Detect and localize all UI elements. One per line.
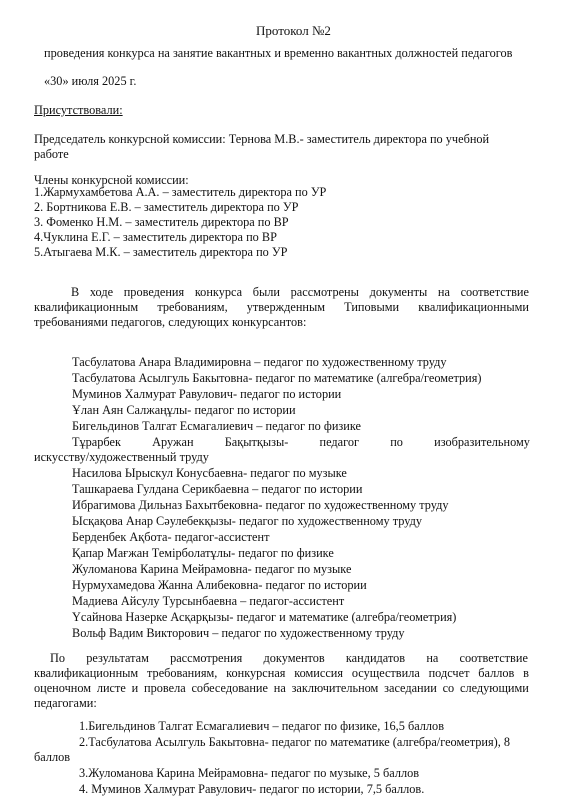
candidate-item: Бигельдинов Талгат Есмагалиевич – педагог по физике [72,419,362,433]
intro-line-1 [71,285,529,300]
results-word: со [442,681,455,695]
members-heading: Члены конкурсной комиссии: [34,173,189,187]
candidate-item: Ұлан Аян Салжаңұлы- педагог по истории [72,403,296,417]
results-word: на [273,681,286,695]
results-word: рассмотрения [170,651,243,665]
document-date: «30» июля 2025 г. [44,74,137,88]
results-word: в [523,666,529,680]
score-item: 2.Тасбулатова Асылгуль Бакытовна- педагог по математике (алгебра/геометрия), 8 [79,735,511,749]
candidate-item: Ысқақова Анар Сәулебекқызы- педагог по художественному труду [72,514,423,528]
results-word: оценочном [34,681,92,695]
intro-word: В [71,285,80,299]
results-word: осуществила [351,666,420,680]
candidate-item: Жуломанова Карина Мейрамовна- педагог по музыке [72,562,352,576]
results-word: По [50,651,66,665]
present-label: Присутствовали: [34,103,123,117]
results-word: заседании [384,681,437,695]
candidate-item: Мадиева Айсулу Турсынбаевна – педагог-ассистент [72,594,345,608]
candidate-item: Берденбек Ақбота- педагог-ассистент [72,530,270,544]
intro-word: квалификационными [418,300,529,314]
intro-word: квалификационным [34,300,139,314]
results-line-4: педагогами: [34,696,97,710]
candidate-item: Насилова Ырыскул Конусбаевна- педагог по музыке [72,466,347,480]
results-word: и [131,681,139,695]
candidate-word: по [390,435,403,449]
results-line-3 [34,681,529,696]
results-word: комиссия [294,666,344,680]
score-item: 4. Муминов Халмурат Равулович- педагог по истории, 7,5 баллов. [79,782,425,796]
chairman-line-1: Председатель конкурсной комиссии: Тернова М.В.- заместитель директора по учебной [34,132,490,146]
candidate-item: Нурмухамедова Жанна Алибековна- педагог по истории [72,578,367,592]
candidate-item-continuation: искусству/художественный труду [34,450,209,464]
results-word: конкурсная [226,666,286,680]
candidate-item: Үсайнова Назерке Асқарқызы- педагог и математике (алгебра/геометрия) [72,610,457,624]
intro-word: конкурса [194,285,243,299]
candidate-word: педагог [319,435,360,449]
intro-line-2 [34,300,529,315]
score-item-continuation: баллов [34,750,71,764]
candidate-item: Ибрагимова Дильназ Бахытбековна- педагог по художественному труду [72,498,449,512]
candidate-item: Тасбулатова Асылгуль Бакытовна- педагог по математике (алгебра/геометрия) [72,371,482,385]
intro-word: проведения [123,285,185,299]
candidate-item: Қапар Мағжан Темірболатұлы- педагог по физике [72,546,334,560]
results-line-2 [34,666,529,681]
candidate-item: Муминов Халмурат Равулович- педагог по истории [72,387,342,401]
results-word: заключительном [291,681,379,695]
intro-word: соответствие [460,285,529,299]
candidate-item-wrapped [72,435,530,450]
results-word: документов [263,651,325,665]
member-item: 5.Атыгаева М.К. – заместитель директора по УР [34,245,288,259]
document-subtitle: проведения конкурса на занятие вакантных и временно вакантных должностей педагогов [44,46,513,60]
intro-word: Типовыми [344,300,400,314]
results-word: квалификационным [34,666,139,680]
member-item: 2. Бортникова Е.В. – заместитель директора по УР [34,200,299,214]
candidate-word: Бақытқызы- [224,435,289,449]
results-word: листе [96,681,126,695]
intro-word: требованиям, [157,300,228,314]
candidate-item: Ташкараева Гулдана Серикбаевна – педагог по истории [72,482,363,496]
score-item: 3.Жуломанова Карина Мейрамовна- педагог по музыке, 5 баллов [79,766,420,780]
results-word: следующими [459,681,529,695]
score-item: 1.Бигельдинов Талгат Есмагалиевич – педагог по физике, 16,5 баллов [79,719,445,733]
intro-word: рассмотрены [290,285,359,299]
intro-word: на [437,285,450,299]
intro-word: утвержденным [246,300,326,314]
member-item: 3. Фоменко Н.М. – заместитель директора по ВР [34,215,289,229]
candidate-word: Тұрарбек [72,435,121,449]
intro-word: были [252,285,280,299]
results-word: собеседование [191,681,268,695]
results-word: требованиям, [147,666,218,680]
results-word: баллов [478,666,515,680]
candidate-word: Аружан [152,435,194,449]
results-word: на [426,651,439,665]
results-word: провела [144,681,186,695]
candidate-word: изобразительному [434,435,530,449]
chairman-line-2: работе [34,147,69,161]
member-item: 4.Чуклина Е.Г. – заместитель директора по ВР [34,230,277,244]
results-word: соответствие [459,651,528,665]
results-word: подсчет [428,666,470,680]
document-title: Протокол №2 [256,23,331,38]
results-line-1 [50,651,528,666]
intro-word: документы [369,285,428,299]
results-word: кандидатов [345,651,406,665]
member-item: 1.Жармухамбетова А.А. – заместитель директора по УР [34,185,327,199]
results-word: результатам [86,651,149,665]
candidate-item: Вольф Вадим Викторович – педагог по художественному труду [72,626,405,640]
candidate-item: Тасбулатова Анара Владимировна – педагог по художественному труду [72,355,447,369]
intro-word: ходе [89,285,114,299]
intro-line-3: требованиями педагогов, следующих конкурсантов: [34,315,307,329]
